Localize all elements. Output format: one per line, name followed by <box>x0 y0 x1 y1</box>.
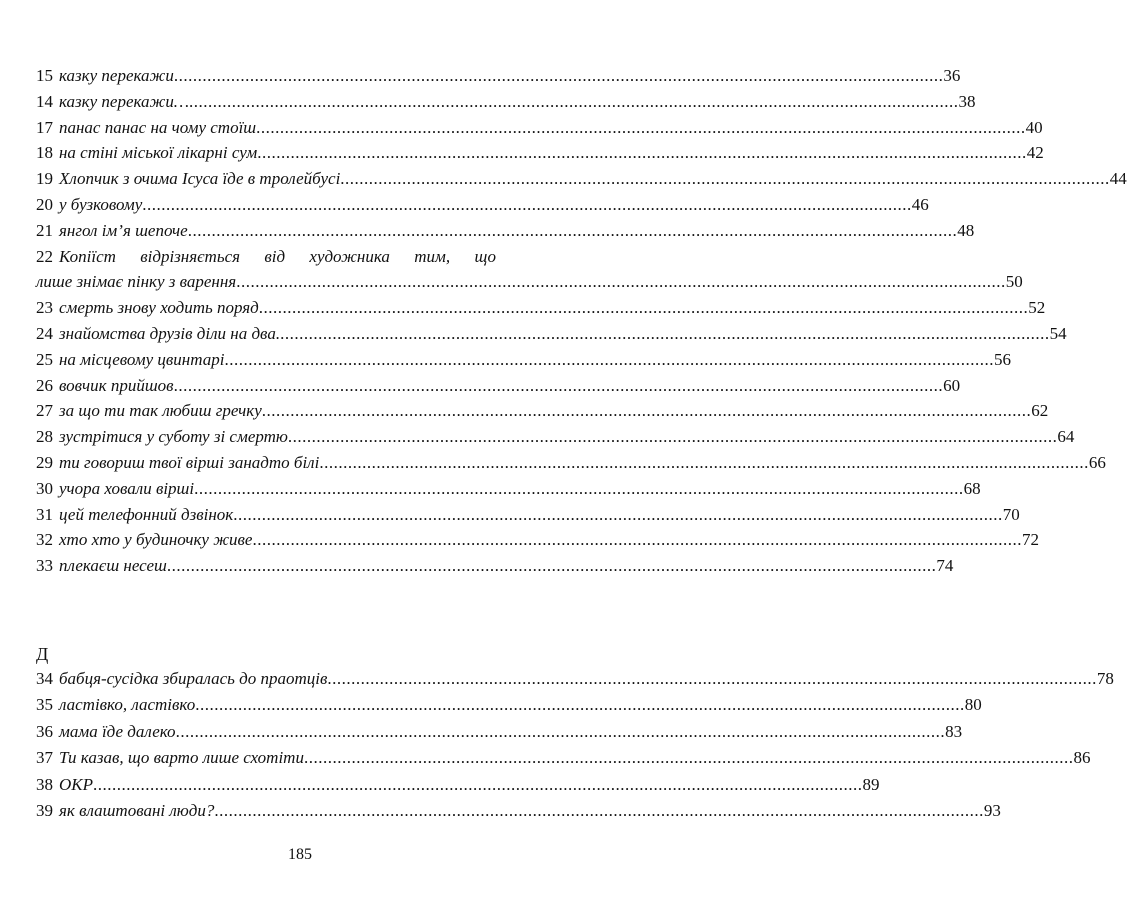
dot-leader <box>319 450 1089 476</box>
toc-entry-title: хто хто у будиночку живе <box>59 530 253 550</box>
toc-entry-page: 72 <box>1021 530 1039 550</box>
dot-leader <box>327 666 1097 693</box>
toc-entry[interactable] <box>36 666 1114 693</box>
toc-entry-page: 78 <box>1096 668 1114 688</box>
toc-entry-title: казку перекажи… <box>59 91 189 111</box>
dot-leader <box>224 347 994 373</box>
dot-leader <box>176 719 946 746</box>
toc-entry-title: смерть знову ходить поряд <box>59 298 259 318</box>
dot-leader <box>288 424 1058 450</box>
dot-leader <box>142 192 912 218</box>
toc-entry-number: 35 <box>36 695 53 715</box>
toc-entry-number: 37 <box>36 748 53 768</box>
toc-entry-number: 29 <box>36 452 53 472</box>
dot-leader <box>340 166 1110 192</box>
toc-group-2 <box>36 295 1106 579</box>
toc-entry[interactable] <box>36 527 1039 553</box>
toc-entry-page: 62 <box>1031 401 1049 421</box>
toc-entry-page: 60 <box>943 375 961 395</box>
toc-entry-title: на стіні міської лікарні сум <box>59 143 258 163</box>
section-heading: Д <box>36 643 49 664</box>
toc-entry-page: 40 <box>1025 117 1043 137</box>
toc-entry-title-continued: лише знімає пінку з варення <box>36 272 237 292</box>
toc-entry-title: Хлопчик з очима Ісуса їде в тролейбусі <box>59 169 341 189</box>
toc-entry-title: Копіїст відрізняється від художника тим, що <box>59 246 496 266</box>
toc-entry[interactable] <box>36 166 1127 192</box>
toc-entry[interactable] <box>36 63 961 89</box>
toc-entry-number: 28 <box>36 427 53 447</box>
toc-entry-page: 66 <box>1088 452 1106 472</box>
toc-entry-title: казку перекажи <box>59 66 174 85</box>
toc-entry[interactable] <box>36 192 929 218</box>
toc-entry-number: 23 <box>36 298 53 318</box>
toc-entry-title: ластівко, ластівко <box>59 695 196 715</box>
toc-entry-page: 36 <box>943 66 961 85</box>
toc-entry-page: 52 <box>1028 298 1046 318</box>
toc-entry[interactable] <box>36 553 954 579</box>
toc-entry-page: 83 <box>945 721 963 741</box>
dot-leader <box>256 115 1026 141</box>
toc-entry-page: 68 <box>963 478 981 498</box>
toc-entry-number: 14 <box>36 91 53 111</box>
toc-entry-number: 39 <box>36 801 53 821</box>
toc-entry-page: 89 <box>862 774 880 794</box>
toc-entry-number: 24 <box>36 323 53 343</box>
toc-entry-22-line-1[interactable] <box>36 244 496 270</box>
dot-leader <box>259 295 1029 321</box>
toc-entry-number: 15 <box>36 66 53 85</box>
toc-entry[interactable] <box>36 502 1020 528</box>
toc-entry[interactable] <box>36 450 1106 476</box>
toc-group-3 <box>36 666 1114 825</box>
toc-entry-title: учора ховали вірші <box>59 478 195 498</box>
toc-group-1 <box>36 63 1127 244</box>
toc-entry-title: цей телефонний дзвінок <box>59 504 234 524</box>
toc-entry-number: 31 <box>36 504 53 524</box>
toc-entry-title: на місцевому цвинтарі <box>59 349 225 369</box>
toc-entry-title: Ти казав, що варто лише схотіти <box>59 748 304 768</box>
toc-entry-number: 36 <box>36 721 53 741</box>
toc-entry[interactable] <box>36 89 976 115</box>
dot-leader <box>194 476 964 502</box>
toc-entry[interactable] <box>36 692 982 719</box>
toc-entry[interactable] <box>36 218 975 244</box>
toc-entry[interactable] <box>36 295 1046 321</box>
toc-entry[interactable] <box>36 772 880 799</box>
toc-entry-22-line-2[interactable] <box>36 269 1023 295</box>
toc-entry-page: 50 <box>1005 272 1023 292</box>
toc-entry-number: 20 <box>36 194 53 214</box>
toc-entry-page: 42 <box>1026 143 1044 163</box>
toc-entry-page: 46 <box>911 194 929 214</box>
toc-entry-page: 54 <box>1049 323 1067 343</box>
toc-entry[interactable] <box>36 347 1011 373</box>
toc-entry-title: мама їде далеко <box>59 721 176 741</box>
page-number: 185 <box>288 846 312 863</box>
dot-leader <box>174 63 944 89</box>
toc-entry-number: 32 <box>36 530 53 550</box>
toc-entry-number: 17 <box>36 117 53 137</box>
toc-entry-title: ти говориш твої вірші занадто білі <box>59 452 320 472</box>
toc-entry-number: 26 <box>36 375 53 395</box>
toc-entry-title: знайомства друзів діли на два. <box>59 323 281 343</box>
toc-entry-page: 48 <box>957 220 975 240</box>
toc-entry[interactable] <box>36 745 1091 772</box>
dot-leader <box>262 398 1032 424</box>
dot-leader <box>236 269 1006 295</box>
toc-entry-page: 70 <box>1002 504 1020 524</box>
toc-entry-page: 74 <box>936 556 954 576</box>
toc-entry[interactable] <box>36 398 1049 424</box>
toc-entry-page: 86 <box>1073 748 1091 768</box>
dot-leader <box>280 321 1050 347</box>
toc-entry-page: 56 <box>993 349 1011 369</box>
toc-entry-title: зустрітися у суботу зі смертю <box>59 427 288 447</box>
dot-leader <box>257 140 1027 166</box>
toc-entry-title: бабця-сусідка збиралась до праотців <box>59 668 328 688</box>
toc-entry-title: у бузковому <box>59 194 143 214</box>
dot-leader <box>174 373 944 399</box>
toc-entry-title: панас панас на чому стоїш <box>59 117 257 137</box>
toc-entry-number: 22 <box>36 246 53 266</box>
dot-leader <box>93 772 863 799</box>
toc-entry-title: як влаштовані люди? <box>59 801 215 821</box>
toc-entry-number: 25 <box>36 349 53 369</box>
dot-leader <box>304 745 1074 772</box>
toc-entry[interactable] <box>36 373 961 399</box>
dot-leader <box>214 798 984 825</box>
toc-entry-title: янгол ім’я шепоче <box>59 220 188 240</box>
toc-entry-title: за що ти так любиш гречку <box>59 401 262 421</box>
toc-entry-number: 33 <box>36 556 53 576</box>
dot-leader <box>233 502 1003 528</box>
dot-leader <box>195 692 965 719</box>
toc-entry[interactable] <box>36 140 1044 166</box>
dot-leader <box>188 218 958 244</box>
toc-entry-number: 19 <box>36 169 53 189</box>
dot-leader <box>252 527 1022 553</box>
toc-entry-title: плекаєш несеш <box>59 556 167 576</box>
toc-entry-title: вовчик прийшов <box>59 375 174 395</box>
toc-entry-page: 38 <box>958 91 976 111</box>
toc-entry-page: 64 <box>1057 427 1075 447</box>
toc-entry-page: 80 <box>964 695 982 715</box>
toc-entry[interactable] <box>36 476 981 502</box>
toc-entry[interactable] <box>36 321 1067 347</box>
dot-leader <box>189 89 959 115</box>
toc-entry-number: 34 <box>36 668 53 688</box>
toc-entry[interactable] <box>36 424 1075 450</box>
toc-entry[interactable] <box>36 719 963 746</box>
toc-entry-number: 30 <box>36 478 53 498</box>
toc-entry-page: 44 <box>1109 169 1127 189</box>
toc-entry-number: 38 <box>36 774 53 794</box>
dot-leader <box>167 553 937 579</box>
toc-entry-number: 21 <box>36 220 53 240</box>
table-of-contents <box>36 63 1127 825</box>
toc-entry[interactable] <box>36 798 1001 825</box>
toc-entry-page: 93 <box>983 801 1001 821</box>
toc-entry-title: ОКР <box>59 774 93 794</box>
toc-entry[interactable] <box>36 115 1043 141</box>
toc-entry-number: 27 <box>36 401 53 421</box>
toc-entry-number: 18 <box>36 143 53 163</box>
